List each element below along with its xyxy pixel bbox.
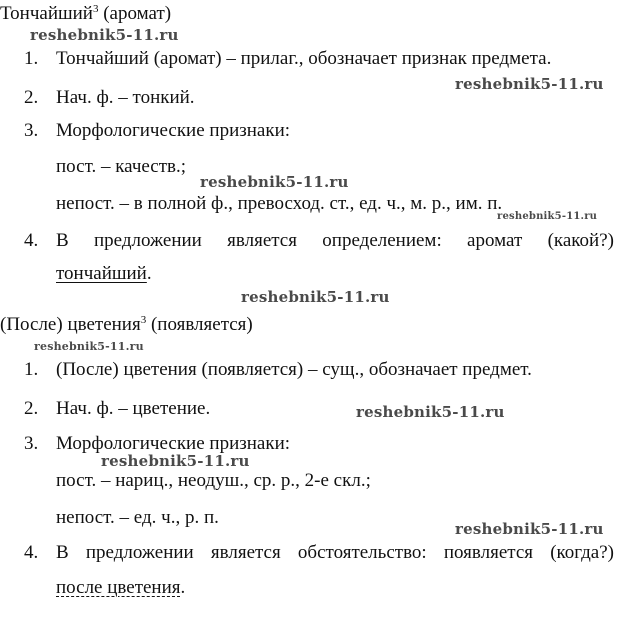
section2-item3-text: Морфологические признаки:: [56, 433, 291, 454]
section2-heading: [0, 314, 253, 336]
section2-heading-rest: (появляется): [146, 314, 253, 335]
section1-item2-text: Нач. ф. – тонкий.: [56, 87, 195, 108]
watermark: reshebnik5-11.ru: [200, 173, 349, 191]
section2-item3-constant: пост. – нариц., неодуш., ср. р., 2-е скл.;: [56, 470, 371, 491]
watermark: reshebnik5-11.ru: [34, 340, 144, 353]
section1-item2-number: 2.: [24, 87, 39, 108]
section1-item1-number: 1.: [24, 48, 39, 69]
section1-item4-number: 4.: [24, 230, 39, 251]
section1-item4-text: В предложении является определением: аромат (какой?): [56, 230, 614, 251]
section2-item4-number: 4.: [24, 542, 39, 563]
watermark: reshebnik5-11.ru: [356, 403, 505, 421]
section2-item2-text: Нач. ф. – цветение.: [56, 398, 211, 419]
section1-heading-sup: 3: [92, 3, 99, 15]
section2-item4-answer: [56, 577, 185, 599]
watermark: reshebnik5-11.ru: [455, 520, 604, 538]
section2-item4-text: В предложении является обстоятельство: появляется (когда?): [56, 542, 614, 563]
section2-heading-word: (После) цветения: [0, 314, 141, 335]
watermark: reshebnik5-11.ru: [101, 452, 250, 470]
section1-item1-text: Тончайший (аромат) – прилаг., обозначает признак предмета.: [56, 48, 552, 69]
section1-item4-end: .: [146, 263, 152, 284]
watermark: reshebnik5-11.ru: [455, 75, 604, 93]
section2-item4-end: .: [180, 577, 186, 598]
section1-item3-constant: пост. – качеств.;: [56, 156, 187, 177]
watermark: reshebnik5-11.ru: [241, 288, 390, 306]
section1-item4-answer: [56, 263, 152, 285]
section1-heading-word: Тончайший: [0, 3, 93, 24]
watermark: reshebnik5-11.ru: [30, 26, 179, 44]
section2-item4-word: после цветения: [56, 577, 181, 598]
section1-heading-rest: (аромат): [98, 3, 172, 24]
section2-item2-number: 2.: [24, 398, 39, 419]
section1-item3-number: 3.: [24, 120, 39, 141]
section2-item1-text: (После) цветения (появляется) – сущ., обозначает предмет.: [56, 359, 532, 380]
section2-item3-nonconstant: непост. – ед. ч., р. п.: [56, 507, 219, 528]
section2-item3-number: 3.: [24, 433, 39, 454]
section2-item1-number: 1.: [24, 359, 39, 380]
section1-heading: [0, 3, 171, 25]
section1-item3-text: Морфологические признаки:: [56, 120, 291, 141]
section2-heading-sup: 3: [140, 314, 147, 326]
section1-item3-nonconstant: непост. – в полной ф., превосход. ст., ед. ч., м. р., им. п.: [56, 193, 503, 214]
section1-item4-word: тончайший: [56, 263, 147, 284]
watermark: reshebnik5-11.ru: [497, 211, 598, 222]
